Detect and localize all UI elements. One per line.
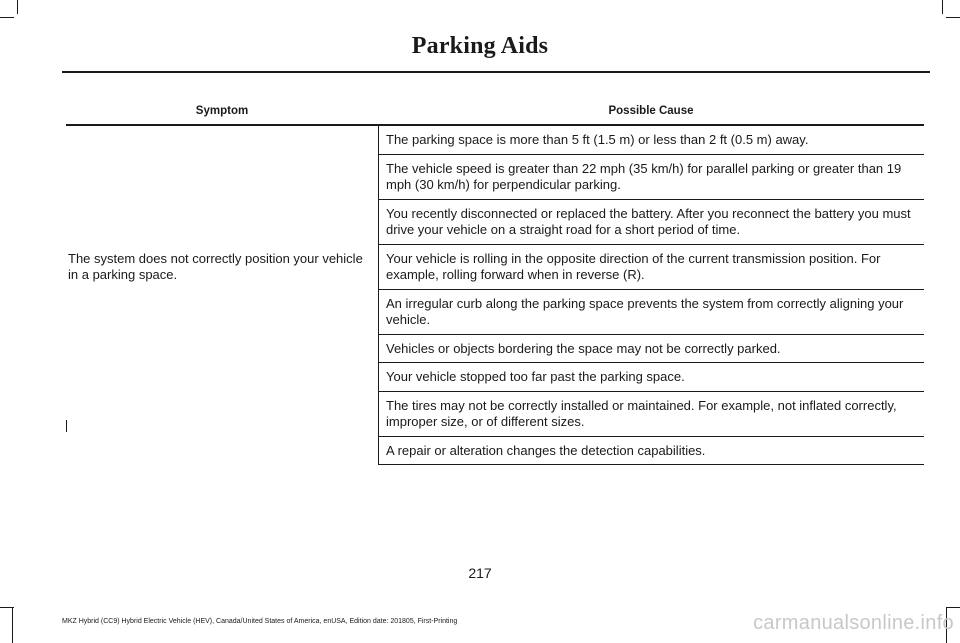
- page-title: Parking Aids: [411, 33, 549, 59]
- header-possible-cause: Possible Cause: [608, 105, 694, 117]
- cause-item: The vehicle speed is greater than 22 mph (35 km/h) for parallel parking or greater than 19 mph (30 km/h) for perpendicular parking.: [378, 155, 924, 200]
- crop-mark-top-left-h: [0, 17, 14, 18]
- cause-item: An irregular curb along the parking space prevents the system from correctly aligning your vehicle.: [378, 290, 924, 335]
- cause-item: The parking space is more than 5 ft (1.5 m) or less than 2 ft (0.5 m) away.: [378, 126, 924, 155]
- table-row-group: [66, 245, 924, 466]
- table-header-row: [66, 98, 924, 126]
- edition-footer: MKZ Hybrid (CC9) Hybrid Electric Vehicle (HEV), Canada/United States of America, enUSA, Edition date: 201805, First-Printing: [62, 618, 458, 625]
- cause-list: [378, 245, 924, 466]
- cause-item: A repair or alteration changes the detection capabilities.: [378, 437, 924, 466]
- cause-item: Your vehicle is rolling in the opposite direction of the current transmission position. For example, rolling forward when in reverse (R).: [378, 245, 924, 290]
- table-row-group: [66, 126, 924, 245]
- symptom-table: [66, 98, 924, 465]
- crop-mark-top-right-h: [946, 17, 960, 18]
- crop-mark-top-left-v: [17, 0, 18, 14]
- symptom-cell: [66, 126, 378, 245]
- cause-item: Your vehicle stopped too far past the parking space.: [378, 363, 924, 392]
- cause-item: The tires may not be correctly installed or maintained. For example, not inflated correctly, improper size, or of different sizes.: [378, 392, 924, 437]
- title-rule: [62, 71, 930, 73]
- header-symptom: Symptom: [195, 105, 249, 117]
- crop-mark-bottom-left-v: [12, 607, 13, 643]
- watermark: carmanualsonline.info: [753, 612, 954, 634]
- cause-item: You recently disconnected or replaced the battery. After you reconnect the battery you must drive your vehicle on a straight road for a short period of time.: [378, 200, 924, 245]
- crop-mark-bottom-right-h: [946, 607, 960, 608]
- table-left-continuation-line: [66, 420, 67, 432]
- cause-list: [378, 126, 924, 245]
- crop-mark-top-right-v: [942, 0, 943, 14]
- page-number: 217: [468, 565, 492, 581]
- symptom-cell: The system does not correctly position your vehicle in a parking space.: [66, 245, 378, 466]
- cause-item: Vehicles or objects bordering the space may not be correctly parked.: [378, 335, 924, 364]
